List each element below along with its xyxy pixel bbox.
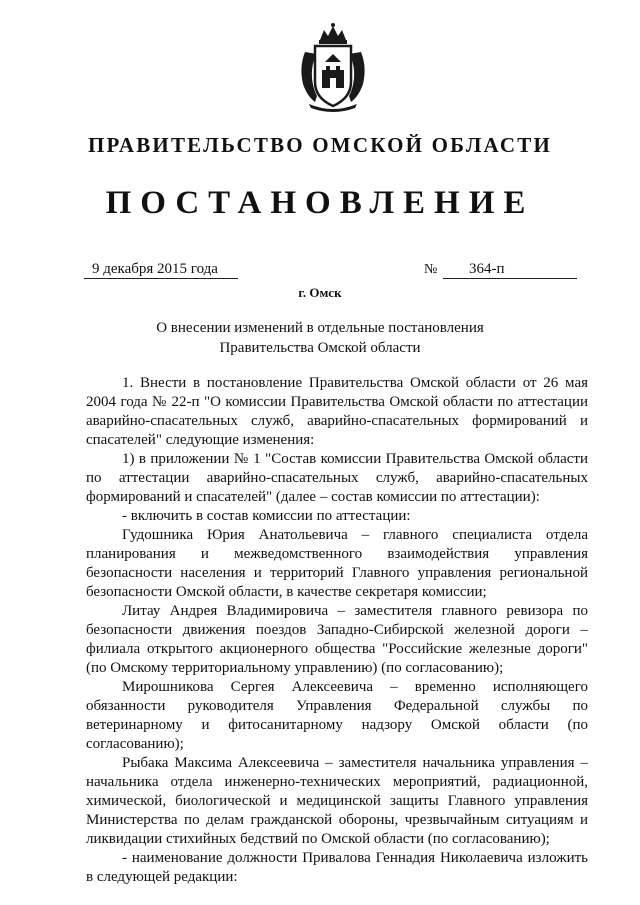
document-city: г. Омск [298,285,342,300]
body-paragraph: Рыбака Максима Алексеевича – заместителя начальника управления – начальника отдела инженерно-технических мероприятий, радиационной, химической, биологической и медицинской защиты Главного управления Министерства по делам гражданской обороны, чрезвычайным ситуациям и ликвидации стихийных бедствий по Омской области (по согласованию); [86,755,588,847]
document-body [86,374,588,887]
body-paragraph: Гудошника Юрия Анатольевича – главного специалиста отдела планирования и межведомственного взаимодействия управления безопасности населения и территорий Главного управления региональной безопасности Омской области, в качестве секретаря комиссии; [86,527,588,600]
body-paragraph: Мирошникова Сергея Алексеевича – временно исполняющего обязанности руководителя Управления Федеральной службы по ветеринарному и фитосанитарному надзору Омской области (по согласованию); [86,679,588,752]
subject-line-2: Правительства Омской области [219,340,421,356]
organization-name: ПРАВИТЕЛЬСТВО ОМСКОЙ ОБЛАСТИ [87,133,552,157]
subject-line-1: О внесении изменений в отдельные постановления [156,320,484,336]
document-type-title: ПОСТАНОВЛЕНИЕ [105,185,535,221]
document-number-label: № [424,262,438,277]
body-paragraph: Литау Андрея Владимировича – заместителя главного ревизора по безопасности движения поездов Западно-Сибирской железной дороги – филиала открытого акционерного общества "Российские железные дороги" (по Омскому территориальному управлению) (по согласованию); [86,603,588,676]
document-number: 364-п [443,260,577,279]
omsk-region-coat-of-arms-icon [295,22,371,114]
body-paragraph: - наименование должности Привалова Геннадия Николаевича изложить в следующей редакции: [86,850,588,885]
body-paragraph: 1. Внести в постановление Правительства Омской области от 26 мая 2004 года № 22-п "О комиссии Правительства Омской области по аттестации аварийно-спасательных служб, аварийно-спасательных формирований и спасателей" следующие изменения: [86,375,588,448]
document-date: 9 декабря 2015 года [84,260,238,279]
body-paragraph: 1) в приложении № 1 "Состав комиссии Правительства Омской области по аттестации аварийно-спасательных служб, аварийно-спасательных формирований и спасателей" (далее – состав комиссии по аттестации): [86,451,588,505]
document-subject [0,318,640,358]
body-paragraph: - включить в состав комиссии по аттестации: [122,508,411,524]
